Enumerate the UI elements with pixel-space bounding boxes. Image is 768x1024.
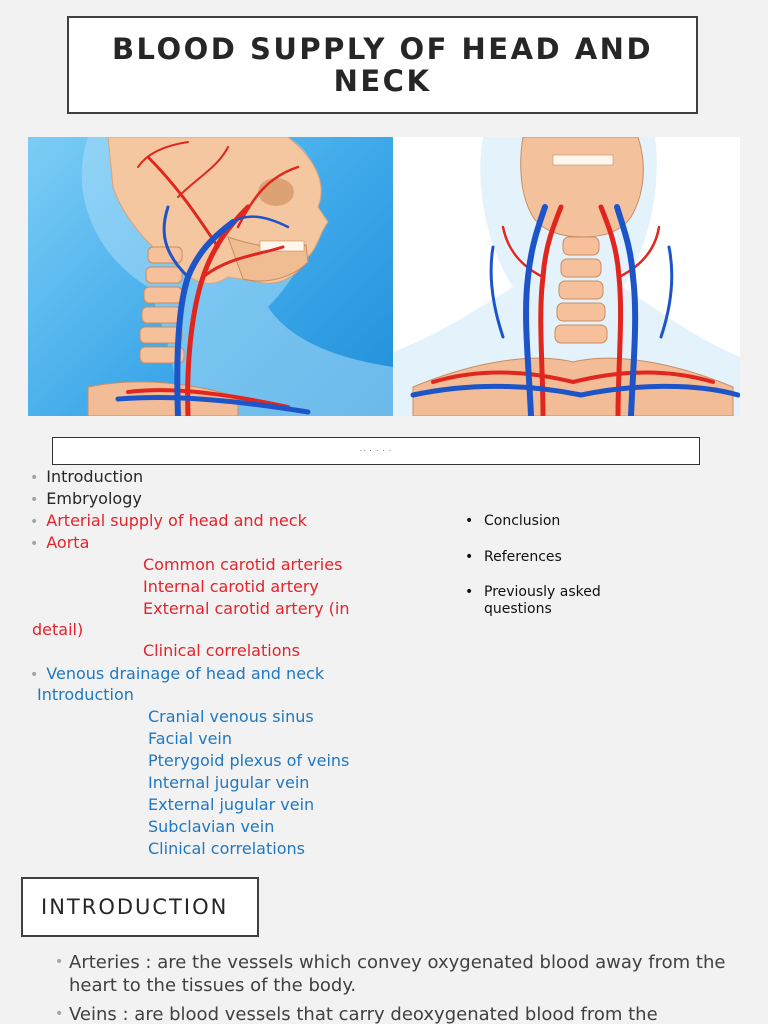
bullet-icon: • [55,1006,64,1022]
list-item: Internal carotid artery [143,577,319,596]
list-item: Clinical correlations [143,641,300,660]
list-item: • Aorta [30,533,90,552]
bullet-icon: • [30,514,39,530]
section-heading: INTRODUCTION [41,895,229,919]
list-item: • References [465,549,562,565]
list-item: Cranial venous sinus [148,707,314,726]
bullet-icon: • [30,667,39,683]
subtitle-box [52,437,700,465]
list-item: Pterygoid plexus of veins [148,751,350,770]
list-item: • Embryology [30,489,142,508]
section-heading-box [21,877,259,937]
head-neck-side-image [28,137,393,416]
list-item: External jugular vein [148,795,315,814]
list-item: • Arterial supply of head and neck [30,511,307,530]
bullet-icon: • [465,549,474,565]
list-item: External carotid artery (in [143,599,350,618]
list-item: • Venous drainage of head and neck [30,664,325,683]
title-box [67,16,698,114]
intro-text [55,951,755,1024]
list-item: • Conclusion [465,513,561,529]
list-item: • Introduction [30,467,144,486]
bullet-icon: • [30,470,39,486]
list-item: Clinical correlations [148,839,305,858]
list-item: Internal jugular vein [148,773,310,792]
bullet-icon: • [30,536,39,552]
list-item: Facial vein [148,729,233,748]
bullet-icon: • [465,513,474,529]
bullet-icon: • [55,954,64,970]
subtitle-text: ·· · · · · [359,447,393,455]
paragraph: • Veins : are blood vessels that carry deoxygenated blood from the [55,1004,658,1024]
paragraph: • Arteries : are the vessels which convey oxygenated blood away from the heart to the tissues of the body. [55,952,726,996]
list-item: Subclavian vein [148,817,275,836]
bullet-icon: • [30,492,39,508]
head-neck-front-image [393,137,740,416]
list-item: detail) [32,620,84,639]
list-item: Common carotid arteries [143,555,343,574]
list-item: • Previously asked questions [465,584,601,617]
bullet-icon: • [465,584,474,600]
list-item: Introduction [37,685,134,704]
page-title: BLOOD SUPPLY OF HEAD AND NECK [111,32,654,98]
